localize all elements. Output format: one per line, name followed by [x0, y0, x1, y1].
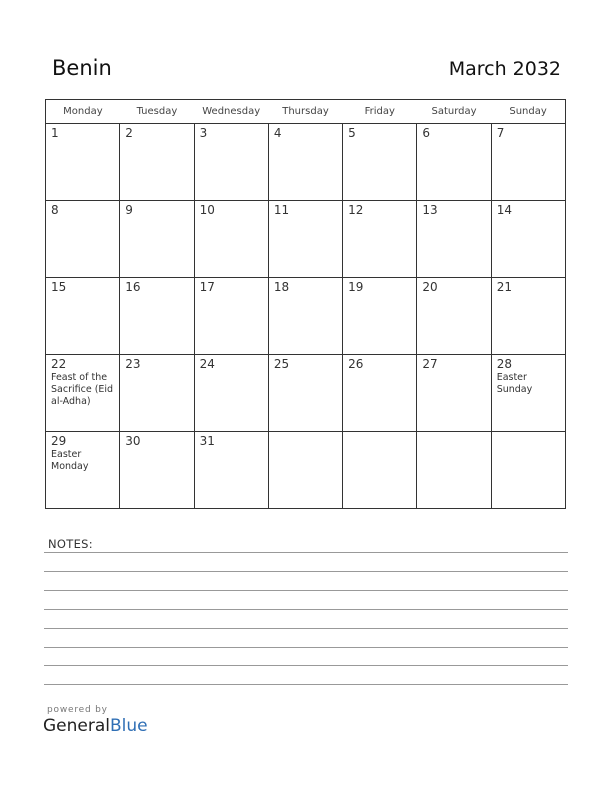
day-cell	[343, 355, 417, 432]
holiday-label: Easter Monday	[51, 449, 89, 472]
day-cell	[46, 278, 120, 355]
day-cell	[343, 432, 417, 509]
note-line	[44, 665, 568, 666]
day-cell	[120, 278, 194, 355]
day-cell	[491, 432, 565, 509]
day-number: 12	[348, 203, 364, 217]
day-number: 9	[125, 203, 133, 217]
powered-by-text: powered by	[47, 705, 108, 715]
notes-label: NOTES:	[48, 537, 93, 551]
note-line	[44, 590, 568, 591]
day-cell	[343, 201, 417, 278]
day-cell	[417, 278, 491, 355]
day-cell	[194, 355, 268, 432]
day-number: 7	[496, 126, 505, 140]
week-row	[46, 355, 566, 432]
day-cell	[120, 355, 194, 432]
weekday-header-row	[46, 100, 566, 124]
day-cell	[120, 124, 194, 201]
day-number: 5	[348, 126, 356, 140]
day-cell	[194, 432, 268, 509]
weekday-header: Thursday	[268, 100, 342, 124]
week-row	[46, 201, 566, 278]
day-cell	[268, 201, 342, 278]
day-number: 27	[422, 357, 438, 371]
brand-blue: Blue	[110, 716, 148, 736]
day-cell	[491, 355, 565, 432]
generalblue-logo	[43, 716, 148, 736]
day-number: 25	[273, 357, 290, 371]
weekday-header: Tuesday	[120, 100, 194, 124]
day-cell	[491, 124, 565, 201]
day-number: 16	[125, 280, 141, 294]
day-number: 10	[199, 203, 215, 217]
day-number: 13	[422, 203, 438, 217]
day-cell	[194, 201, 268, 278]
day-cell	[120, 201, 194, 278]
day-cell	[46, 124, 120, 201]
day-number: 3	[199, 126, 208, 140]
note-line	[44, 552, 568, 553]
day-cell	[491, 278, 565, 355]
day-cell	[46, 355, 120, 432]
week-row	[46, 278, 566, 355]
note-line	[44, 628, 568, 629]
day-number: 23	[125, 357, 141, 371]
day-number: 2	[125, 126, 133, 140]
day-number: 19	[348, 280, 364, 294]
day-cell	[194, 278, 268, 355]
day-cell	[343, 278, 417, 355]
weekday-header: Saturday	[417, 100, 491, 124]
note-line	[44, 571, 568, 572]
day-cell	[268, 432, 342, 509]
day-cell	[120, 432, 194, 509]
weekday-header: Wednesday	[194, 100, 268, 124]
day-cell	[343, 124, 417, 201]
brand-general: General	[43, 716, 110, 736]
day-cell	[491, 201, 565, 278]
day-number: 14	[496, 203, 512, 217]
day-number: 30	[125, 434, 141, 448]
day-number: 26	[348, 357, 364, 371]
day-number: 21	[496, 280, 512, 294]
day-number: 6	[422, 126, 431, 140]
day-cell	[417, 355, 491, 432]
weekday-header: Monday	[46, 100, 120, 124]
day-cell	[268, 124, 342, 201]
day-number: 28	[496, 357, 512, 371]
month-year-title: March 2032	[448, 58, 561, 80]
day-cell	[268, 278, 342, 355]
day-number: 4	[273, 126, 282, 140]
weekday-header: Sunday	[491, 100, 565, 124]
day-cell	[417, 201, 491, 278]
country-title: Benin	[52, 56, 112, 80]
day-cell	[46, 432, 120, 509]
day-number: 31	[199, 434, 215, 448]
day-number: 15	[51, 280, 67, 294]
day-cell	[268, 355, 342, 432]
day-number: 18	[273, 280, 290, 294]
week-row	[46, 124, 566, 201]
day-number: 20	[422, 280, 438, 294]
day-number: 8	[51, 203, 59, 217]
weekday-header: Friday	[343, 100, 417, 124]
day-number: 17	[199, 280, 215, 294]
note-line	[44, 609, 568, 610]
day-number: 24	[199, 357, 215, 371]
day-number: 22	[51, 357, 67, 371]
day-cell	[417, 432, 491, 509]
day-number: 1	[51, 126, 59, 140]
day-cell	[46, 201, 120, 278]
holiday-label: Feast of the Sacrifice (Eid al-Adha)	[51, 372, 114, 407]
note-line	[44, 647, 568, 648]
day-number: 29	[51, 434, 67, 448]
day-cell	[194, 124, 268, 201]
holiday-label: Easter Sunday	[496, 372, 533, 395]
day-number: 11	[273, 203, 290, 217]
calendar-grid	[45, 99, 566, 509]
note-line	[44, 684, 568, 685]
week-row	[46, 432, 566, 509]
day-cell	[417, 124, 491, 201]
